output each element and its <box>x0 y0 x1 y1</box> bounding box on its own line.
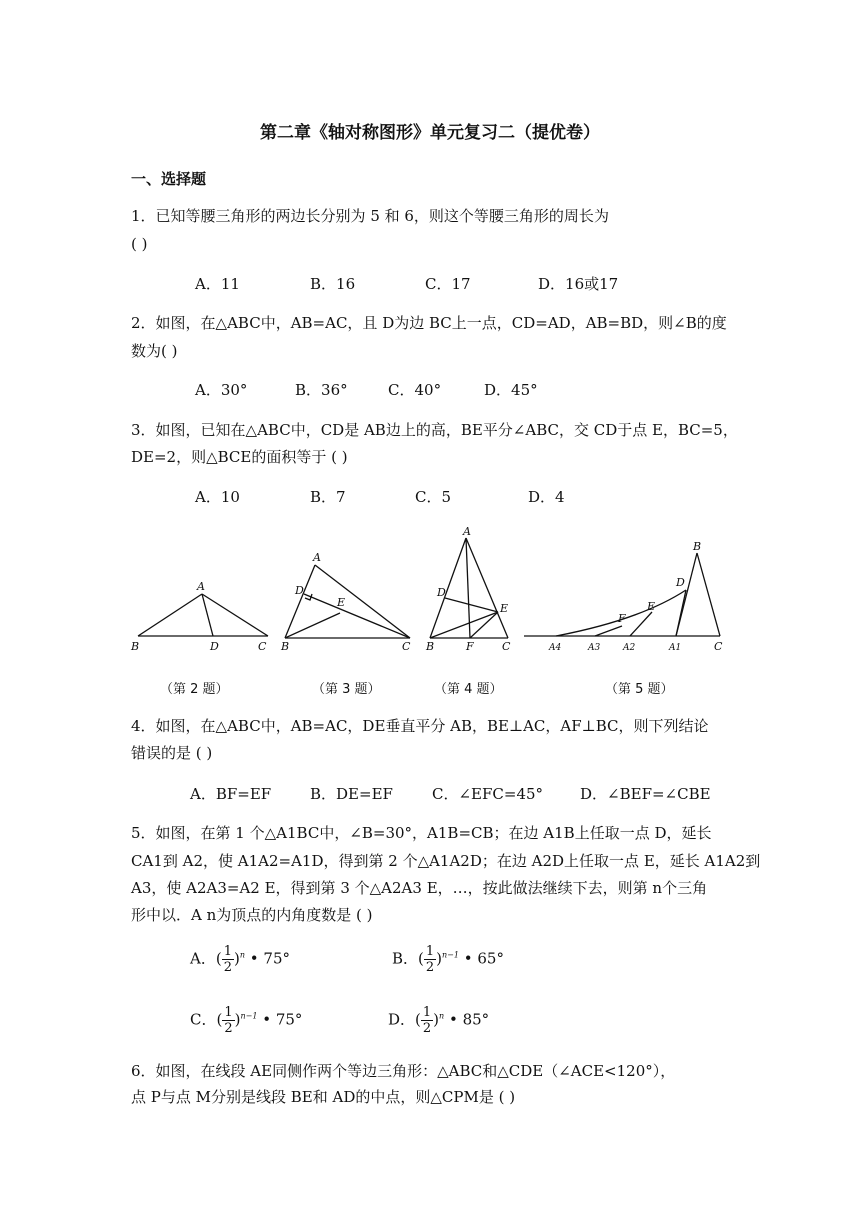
q5-text-line2: CA1到 A2，使 A1A2=A1D，得到第 2 个△A1A2D；在边 A2D上任取一点 E，延长 A1A2到 <box>131 852 761 870</box>
fig4-label-b: B <box>426 640 435 653</box>
q5-option-b[interactable]: B．( $\frac{1}{2}$ )$^{n-1}$ • 65° <box>392 944 504 975</box>
q5-option-b-exp: n−1 <box>442 950 459 960</box>
q5-option-d[interactable]: D．( $\frac{1}{2}$ )$^n$ • 85° <box>388 1005 490 1036</box>
q5-option-c-den: 2 <box>224 1021 233 1036</box>
q5-option-b-label: B． <box>392 949 419 968</box>
page-title: 第二章《轴对称图形》单元复习二（提优卷） <box>260 123 600 143</box>
fig3-label-b: B <box>281 640 290 653</box>
q2-text-line2: 数为( ) <box>131 342 178 360</box>
fig2-label-a: A <box>197 580 205 593</box>
fig5-label-a3: A3 <box>588 643 601 653</box>
fig4-label-c: C <box>502 640 511 653</box>
caption-fig-2: （第 2 题） <box>160 682 229 697</box>
q3-option-b[interactable]: B．7 <box>310 488 346 506</box>
q4-text-line2: 错误的是 ( ) <box>131 744 213 762</box>
q5-text-line4: 形中以．A n为顶点的内角度数是 ( ) <box>131 906 373 924</box>
q5-option-a-num: 1 <box>223 944 232 959</box>
fig3-label-a: A <box>313 551 321 564</box>
fig5-label-b: B <box>693 540 702 553</box>
q6-text-line1: 6．如图，在线段 AE同侧作两个等边三角形：△ABC和△CDE（∠ACE<120°）， <box>131 1062 676 1080</box>
q6-text-line2: 点 P与点 M分别是线段 BE和 AD的中点，则△CPM是 ( ) <box>131 1088 516 1106</box>
q3-text-line2: DE=2，则△BCE的面积等于 ( ) <box>131 448 348 466</box>
fig5-label-c: C <box>714 640 723 653</box>
fig4-label-a: A <box>463 525 471 538</box>
q5-option-c[interactable]: C．( $\frac{1}{2}$ )$^{n-1}$ • 75° <box>190 1005 303 1036</box>
q5-option-c-num: 1 <box>224 1005 233 1020</box>
fig4-label-d: D <box>437 586 446 599</box>
q5-option-d-den: 2 <box>422 1021 432 1036</box>
q5-text-line1: 5．如图，在第 1 个△A1BC中，∠B=30°，A1B=CB；在边 A1B上任取一点 D，延长 <box>131 824 712 842</box>
fig5-label-f: F <box>618 612 626 625</box>
figure-2-triangle <box>138 594 268 636</box>
q1-option-d[interactable]: D．16或17 <box>538 275 619 293</box>
fig5-label-a1: A1 <box>669 643 682 653</box>
fig3-label-d: D <box>295 584 304 597</box>
fig5-label-d: D <box>676 576 685 589</box>
q5-option-d-tail: • 85° <box>448 1010 490 1029</box>
fig4-label-f: F <box>466 640 474 653</box>
q4-option-a[interactable]: A．BF=EF <box>190 785 272 803</box>
fig5-label-e: E <box>647 600 656 613</box>
q5-option-c-tail: • 75° <box>262 1010 303 1029</box>
q3-option-a[interactable]: A．10 <box>195 488 240 506</box>
figure-3-triangle <box>285 565 410 638</box>
q5-text-line3: A3，使 A2A3=A2 E，得到第 3 个△A2A3 E，…，按此做法继续下去，则第 n个三角 <box>131 879 708 897</box>
q5-option-c-label: C． <box>190 1010 217 1029</box>
q4-option-d[interactable]: D．∠BEF=∠CBE <box>580 785 711 803</box>
q5-option-a-label: A． <box>190 949 216 968</box>
q5-option-d-num: 1 <box>422 1005 432 1020</box>
fig2-label-c: C <box>258 640 267 653</box>
q5-option-b-num: 1 <box>425 944 435 959</box>
caption-fig-3: （第 3 题） <box>312 682 381 697</box>
q2-option-c[interactable]: C．40° <box>388 381 442 399</box>
q5-option-b-den: 2 <box>425 960 435 975</box>
caption-fig-5: （第 5 题） <box>605 682 674 697</box>
q5-option-a[interactable]: A．( $\frac{1}{2}$ )$^n$ • 75° <box>190 944 290 975</box>
q4-option-b[interactable]: B．DE=EF <box>310 785 393 803</box>
q1-text-line2: ( ) <box>131 235 148 253</box>
q3-text-line1: 3．如图，已知在△ABC中，CD是 AB边上的高，BE平分∠ABC，交 CD于点 E，BC=5， <box>131 421 738 439</box>
q1-option-a[interactable]: A．11 <box>195 275 240 293</box>
q1-option-b[interactable]: B．16 <box>310 275 356 293</box>
q4-text-line1: 4．如图，在△ABC中，AB=AC，DE垂直平分 AB，BE⊥AC，AF⊥BC，则下列结论 <box>131 717 709 735</box>
q5-option-b-tail: • 65° <box>463 949 504 968</box>
q2-option-a[interactable]: A．30° <box>195 381 248 399</box>
fig2-label-d: D <box>210 640 219 653</box>
q4-option-c[interactable]: C．∠EFC=45° <box>432 785 544 803</box>
section-heading: 一、选择题 <box>131 170 207 188</box>
fig3-label-c: C <box>402 640 411 653</box>
q2-text-line1: 2．如图，在△ABC中，AB=AC，且 D为边 BC上一点，CD=AD，AB=BD，则∠B的度 <box>131 314 727 332</box>
caption-fig-4: （第 4 题） <box>434 682 503 697</box>
q5-option-c-exp: n−1 <box>240 1011 258 1021</box>
q5-option-d-label: D． <box>388 1010 416 1029</box>
fig3-label-e: E <box>337 596 346 609</box>
q5-option-a-den: 2 <box>223 960 232 975</box>
q1-option-c[interactable]: C．17 <box>425 275 471 293</box>
q2-option-b[interactable]: B．36° <box>295 381 348 399</box>
q1-text-line1: 1．已知等腰三角形的两边长分别为 5 和 6，则这个等腰三角形的周长为 <box>131 207 609 225</box>
q3-option-c[interactable]: C．5 <box>415 488 452 506</box>
q2-option-d[interactable]: D．45° <box>484 381 538 399</box>
fig5-label-a4: A4 <box>549 643 562 653</box>
q5-option-d-exp: n <box>439 1011 445 1021</box>
q3-option-d[interactable]: D．4 <box>528 488 565 506</box>
fig2-label-b: B <box>131 640 140 653</box>
fig5-label-a2: A2 <box>623 643 636 653</box>
q5-option-a-tail: • 75° <box>249 949 290 968</box>
q5-option-a-exp: n <box>239 950 245 960</box>
fig4-label-e: E <box>500 602 509 615</box>
